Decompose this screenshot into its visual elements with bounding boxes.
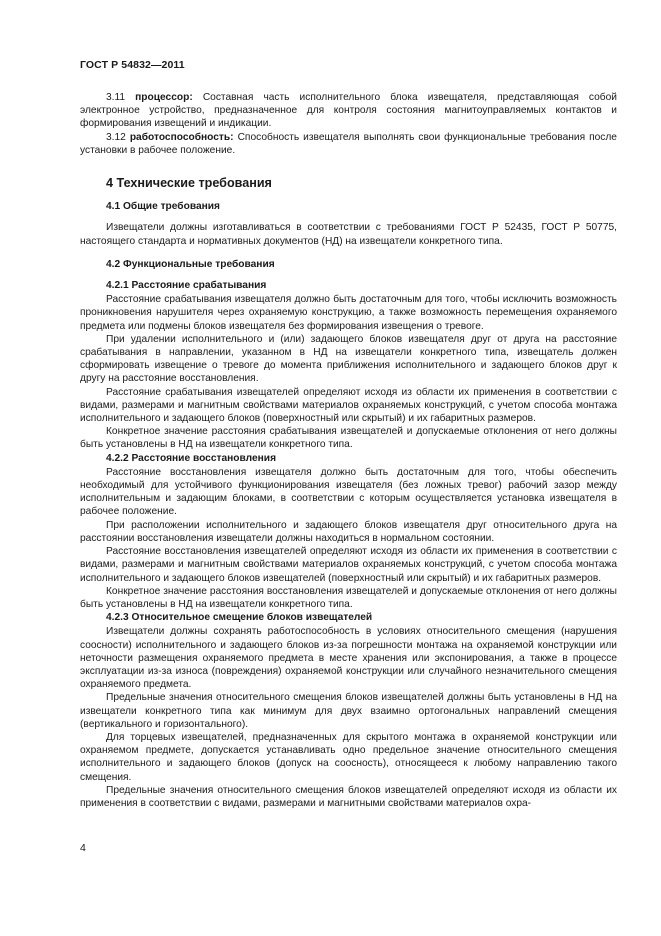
document-header: ГОСТ Р 54832—2011	[80, 59, 185, 71]
definition-3-12	[80, 131, 617, 157]
paragraph: Извещатели должны сохранять работоспособность в условиях относительного смещения (нарушения соосности) исполнительного и задающего блоков из-за погрешности монтажа на охраняемой конструкции или неточности размещения охраняемого предмета в месте хранения или экспонирования, а также в процессе эксплуатации из-за износа (повреждения) охраняемой конструкции или случайного незначительного смещения охраняемого предмета.	[80, 626, 617, 691]
paragraph: Извещатели должны изготавливаться в соответствии с требованиями ГОСТ Р 52435, ГОСТ Р 50775, настоящего стандарта и нормативных документов (НД) на извещатели конкретного типа.	[80, 222, 617, 247]
paragraph: Расстояние срабатывания извещателя должно быть достаточным для того, чтобы исключить возможность проникновения нарушителя через охраняемую конструкцию, а также возможность перемещения охраняемого предмета или подмены блоков извещателя без формирования извещения о тревоге.	[80, 294, 617, 332]
section-heading-4: 4 Технические требования	[106, 176, 272, 191]
definition-text: Составная часть исполнительного блока извещателя, представляющая собой электронное устройство, предназначенное для контроля состояния магнитоуправляемых контактов и формирования извещений и индикации.	[80, 92, 617, 130]
paragraph: Конкретное значение расстояния срабатывания извещателей и допускаемые отклонения от него должны быть установлены в НД на извещатели конкретного типа.	[80, 426, 617, 451]
subsection-heading-4-2-3: 4.2.3 Относительное смещение блоков извещателей	[106, 612, 373, 624]
subsection-heading-4-2: 4.2 Функциональные требования	[106, 258, 275, 270]
subsection-heading-4-2-1: 4.2.1 Расстояние срабатывания	[106, 280, 267, 292]
paragraph: Предельные значения относительного смещения блоков извещателей определяют исходя из области их применения в соответствии с видами, размерами и магнитными свойствами материалов охра-	[80, 784, 617, 809]
definition-term: процессор:	[135, 92, 193, 103]
paragraph: При расположении исполнительного и задающего блоков извещателя друг относительного друга на расстоянии восстановления извещатели должны находиться в нормальном состоянии.	[80, 519, 617, 544]
document-body	[80, 91, 617, 810]
definition-3-11	[80, 91, 617, 131]
paragraph: Конкретное значение расстояния восстановления извещателей и допускаемые отклонения от него должны быть установлены в НД на извещатели конкретного типа.	[80, 585, 617, 610]
definition-number: 3.12	[106, 131, 126, 143]
subsection-heading-4-1: 4.1 Общие требования	[106, 201, 220, 213]
subsection-heading-4-2-2: 4.2.2 Расстояние восстановления	[106, 452, 277, 464]
paragraph: Расстояние восстановления извещателей определяют исходя из области их применения в соответствии с видами, размерами и магнитным свойствами материалов охраняемых конструкций, с учетом способа монтажа исполнительного и задающего блоков извещателей (поверхностный или скрытый) и их габаритных размеров.	[80, 546, 617, 584]
paragraph: Для торцевых извещателей, предназначенных для скрытого монтажа в охраняемой конструкции или охраняемом предмете, допускается устанавливать одно предельное значение относительного смещения исполнительного и задающего блоков (допуск на соосность), относящееся к любому направлению такого смещения.	[80, 731, 617, 783]
paragraph: Предельные значения относительного смещения блоков извещателей должны быть установлены в НД на извещатели конкретного типа как минимум для двух взаимно ортогональных направлений смещения (вертикального и горизонтального).	[80, 692, 617, 730]
paragraph: При удалении исполнительного и (или) задающего блоков извещателя друг от друга на расстояние срабатывания в направлении, указанном в НД на извещатели конкретного типа, извещатель должен сформировать извещение о тревоге до момента приближения исполнительного и задающего блоков друг к другу на расстояние восстановления.	[80, 333, 617, 385]
definition-number: 3.11	[106, 92, 126, 103]
definition-text: Способность извещателя выполнять свои функциональные требования после установки в рабочее положение.	[80, 131, 617, 156]
definition-term: работоспособность:	[129, 131, 234, 143]
paragraph: Расстояние срабатывания извещателей определяют исходя из области их применения в соответствии с видами, размерами и магнитным свойствами материалов охраняемых конструкций, с учетом способа монтажа исполнительного и задающего блоков (поверхностный или скрытый) и их габаритных размеров.	[80, 386, 617, 425]
page-number: 4	[80, 842, 86, 854]
paragraph: Расстояние восстановления извещателя должно быть достаточным для того, чтобы обеспечить необходимый для устойчивого функционирования извещателя (без ложных тревог) рабочий зазор между исполнительным и задающим блоками, в соответствии с которым осуществляется установка извещателя в рабочее положение.	[80, 466, 617, 518]
